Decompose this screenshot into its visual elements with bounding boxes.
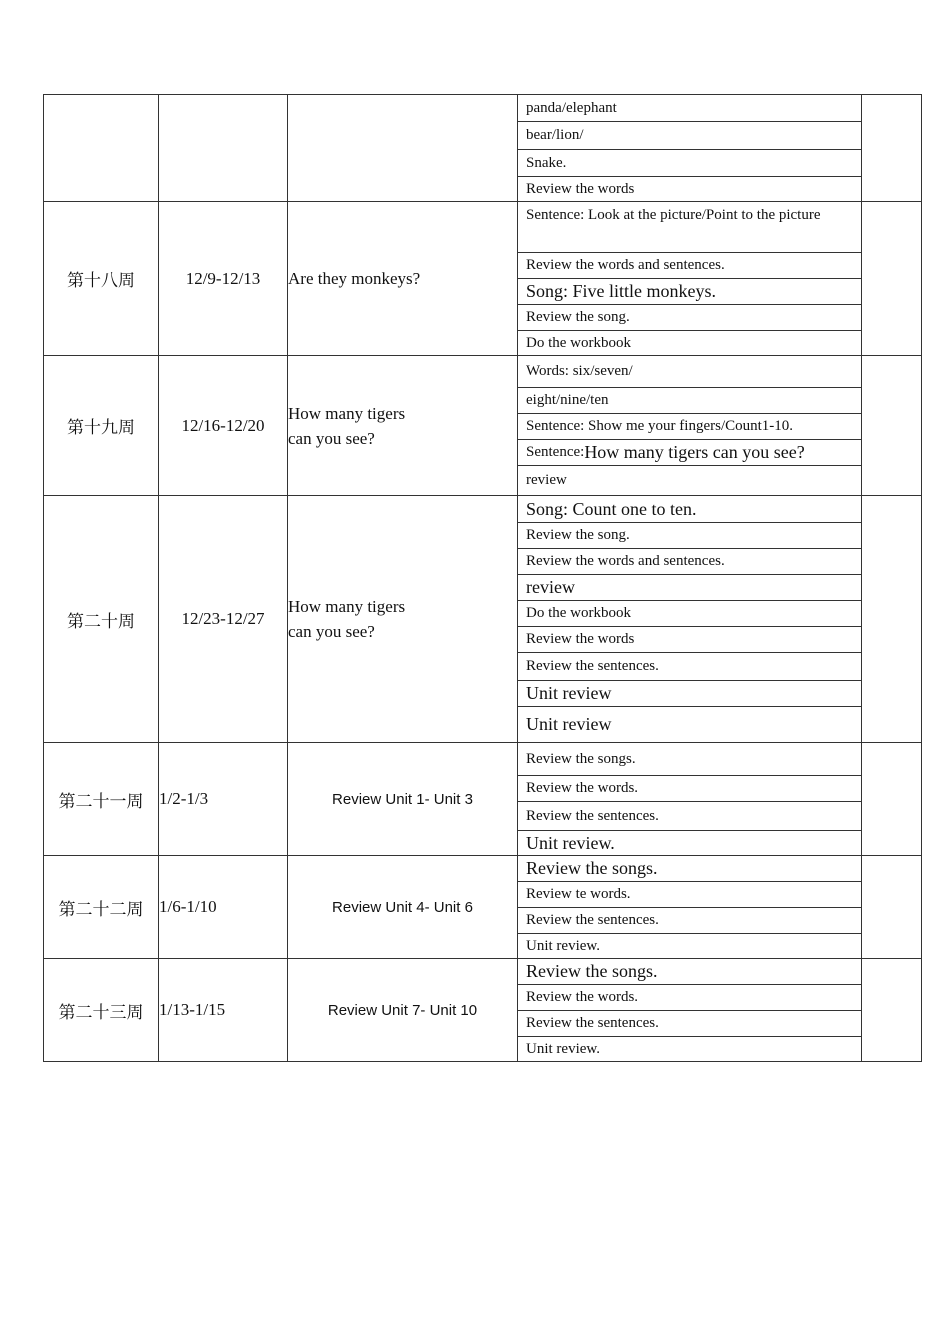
activity-item: Do the workbook: [518, 330, 861, 355]
activity-item: [518, 439, 861, 465]
activity-item: eight/nine/ten: [518, 387, 861, 413]
activity-item: Review the words.: [518, 775, 861, 801]
activity-item: Review the sentences.: [518, 1010, 861, 1036]
activity-item: Song: Count one to ten.: [526, 498, 697, 519]
activity-item: Review the songs.: [526, 961, 658, 981]
activity-item: Review the song.: [518, 522, 861, 548]
activity-item: Words: six/seven/: [526, 363, 633, 379]
table-row: [44, 496, 922, 743]
topic-cell: Review Unit 1- Unit 3: [288, 743, 518, 856]
activity-item: Unit review.: [518, 830, 861, 855]
topic-cell: Review Unit 7- Unit 10: [288, 959, 518, 1062]
topic-cell: [288, 496, 518, 743]
notes-cell: [862, 356, 922, 496]
date-cell: 1/6-1/10: [159, 856, 288, 959]
activity-item: Review the words: [518, 626, 861, 652]
table-row: [44, 959, 922, 1062]
notes-cell: [862, 856, 922, 959]
activity-item: Review te words.: [518, 881, 861, 907]
topic-cell: [288, 356, 518, 496]
date-cell: 12/9-12/13: [159, 202, 288, 356]
date-cell: 1/13-1/15: [159, 959, 288, 1062]
table-row: [44, 95, 922, 202]
topic-line: can you see?: [288, 428, 375, 448]
activity-item: Song: Five little monkeys.: [518, 278, 861, 304]
activity-prefix: Sentence:: [526, 444, 585, 460]
week-cell: 第二十周: [44, 496, 159, 743]
activity-item: Unit review.: [518, 933, 861, 958]
activities-cell: [518, 356, 862, 496]
topic-line: How many tigers: [288, 403, 406, 423]
activity-item: Snake.: [518, 149, 861, 176]
activity-item: [518, 202, 861, 252]
topic-cell: Are they monkeys?: [288, 202, 518, 356]
date-cell: [159, 95, 288, 202]
activity-item: Unit review: [518, 680, 861, 706]
week-cell: 第二十三周: [44, 959, 159, 1062]
activity-item: Review the sentences.: [518, 652, 861, 680]
table-row: [44, 856, 922, 959]
table-row: [44, 356, 922, 496]
topic-line: How many tigers: [288, 597, 406, 616]
notes-cell: [862, 743, 922, 856]
date-cell: 12/16-12/20: [159, 356, 288, 496]
activity-item: Review the words and sentences.: [518, 252, 861, 278]
table-row: [44, 202, 922, 356]
activity-item: Unit review: [518, 706, 861, 742]
activity-item: Review the song.: [518, 304, 861, 330]
activities-cell: [518, 95, 862, 202]
activity-item: Review the words and sentences.: [518, 548, 861, 574]
activity-item: panda/elephant: [526, 99, 617, 116]
activity-item: Do the workbook: [518, 600, 861, 626]
notes-cell: [862, 202, 922, 356]
activities-cell: [518, 743, 862, 856]
activity-item: Sentence: Show me your fingers/Count1-10.: [518, 413, 861, 439]
notes-cell: [862, 95, 922, 202]
activity-item: Review the words: [518, 176, 861, 201]
activity-item: Review the words.: [518, 984, 861, 1010]
activity-item: review: [518, 574, 861, 600]
notes-cell: [862, 959, 922, 1062]
topic-line: can you see?: [288, 622, 375, 641]
activity-item: bear/lion/: [518, 121, 861, 149]
activity-suffix: How many tigers can you see?: [584, 442, 805, 462]
table-row: [44, 743, 922, 856]
activity-item: Unit review.: [518, 1036, 861, 1061]
activity-item: review: [518, 465, 861, 495]
date-cell: 12/23-12/27: [159, 496, 288, 743]
activities-cell: [518, 959, 862, 1062]
activity-text: Sentence: Look at the picture/Point to the picture: [526, 207, 821, 223]
activity-item: Review the songs.: [526, 858, 658, 878]
activities-cell: [518, 496, 862, 743]
activity-item: Review the sentences.: [518, 907, 861, 933]
topic-cell: [288, 95, 518, 202]
week-cell: [44, 95, 159, 202]
schedule-table: [43, 94, 922, 1062]
week-cell: 第二十二周: [44, 856, 159, 959]
activities-cell: [518, 202, 862, 356]
week-cell: 第二十一周: [44, 743, 159, 856]
date-cell: 1/2-1/3: [159, 743, 288, 856]
activities-cell: [518, 856, 862, 959]
week-cell: 第十九周: [44, 356, 159, 496]
notes-cell: [862, 496, 922, 743]
activity-item: Review the songs.: [526, 750, 636, 767]
activity-item: Review the sentences.: [518, 801, 861, 830]
week-cell: 第十八周: [44, 202, 159, 356]
topic-cell: Review Unit 4- Unit 6: [288, 856, 518, 959]
